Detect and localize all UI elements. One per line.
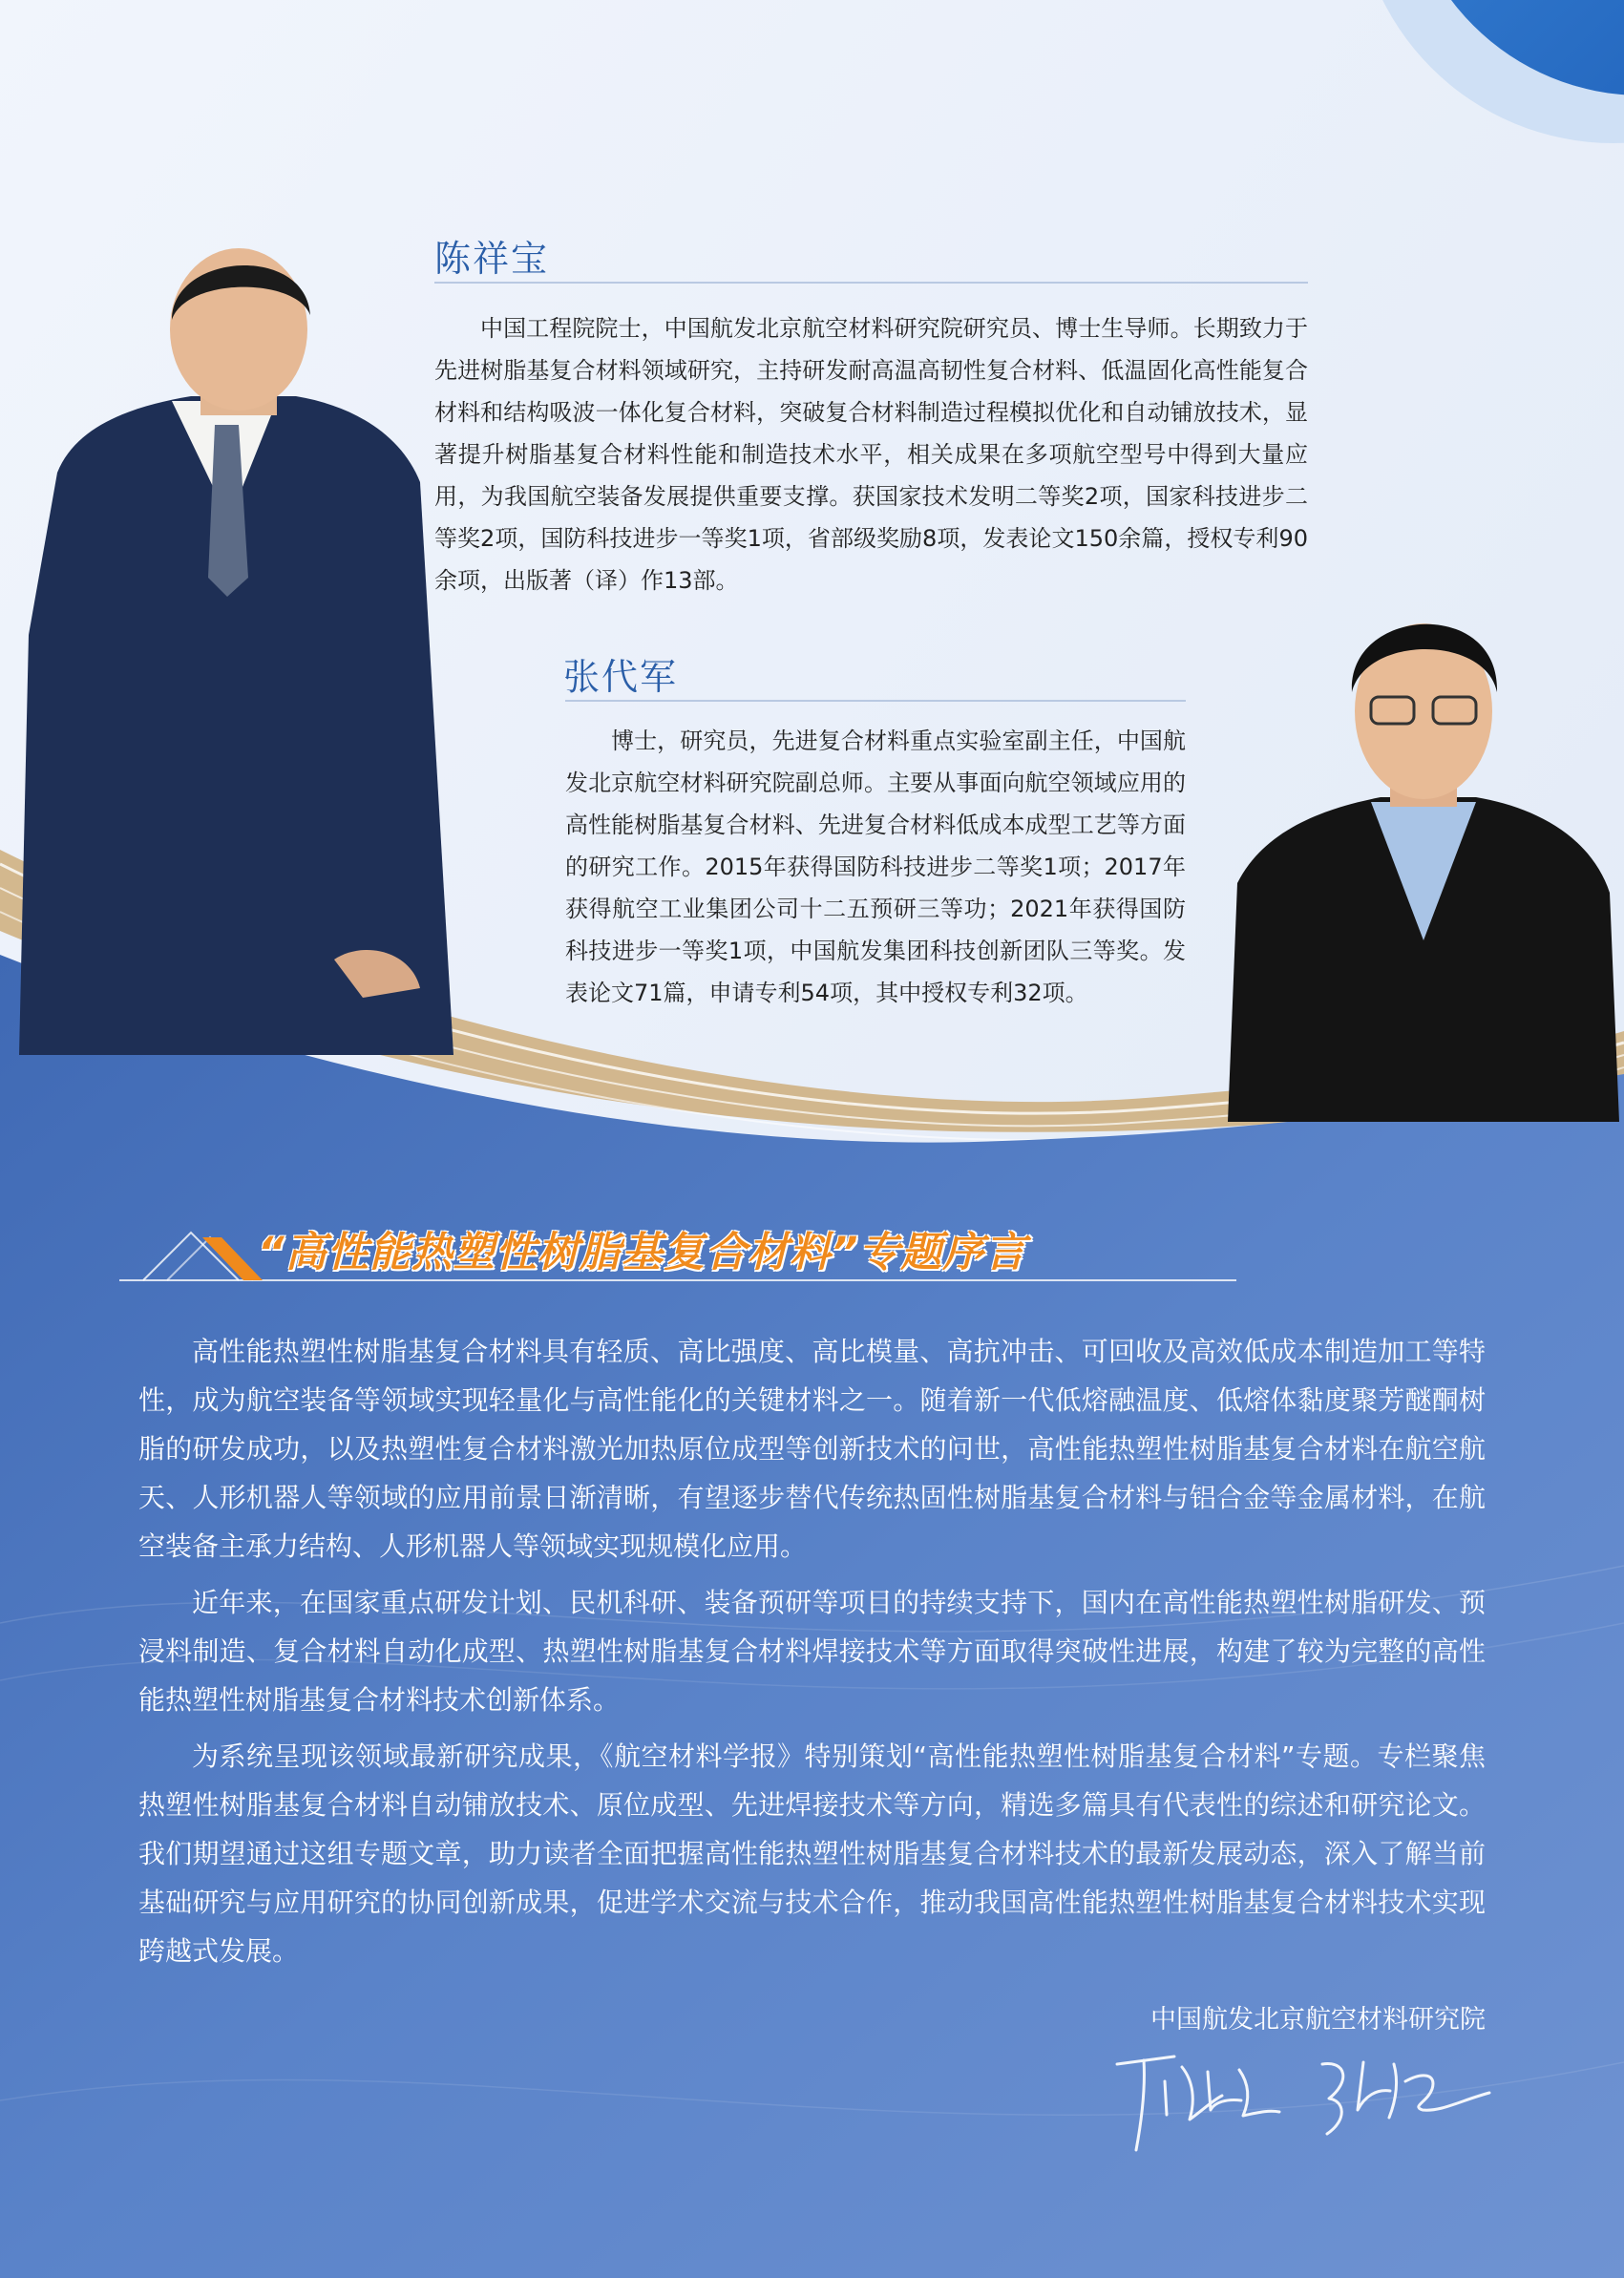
preface-paragraph: 为系统呈现该领域最新研究成果，《航空材料学报》特别策划“高性能热塑性树脂基复合材料”专题。专栏聚焦热塑性树脂基复合材料自动铺放技术、原位成型、先进焊接技术等方向，精选多篇具有代表性的综述和研究论文。我们期望通过这组专题文章，助力读者全面把握高性能热塑性树脂基复合材料技术的最新发展动态，深入了解当前基础研究与应用研究的协同创新成果，促进学术交流与技术合作，推动我国高性能热塑性树脂基复合材料技术实现跨越式发展。 xyxy=(138,1740,1486,1967)
portrait-chen-xiangbao xyxy=(19,234,458,1055)
name-divider xyxy=(434,282,1308,284)
portrait-zhang-daijun xyxy=(1228,578,1624,1122)
organization: 中国航发北京航空材料研究院 xyxy=(1150,2005,1486,2035)
preface-paragraph: 近年来，在国家重点研发计划、民机科研、装备预研等项目的持续支持下，国内在高性能热塑性树脂研发、预浸料制造、复合材料自动化成型、热塑性树脂基复合材料焊接技术等方面取得突破性进展，构建了较为完整的高性能热塑性树脂基复合材料技术创新体系。 xyxy=(138,1587,1486,1716)
handwritten-signature xyxy=(1107,2043,1499,2158)
preface-paragraph: 高性能热塑性树脂基复合材料具有轻质、高比强度、高比模量、高抗冲击、可回收及高效低成本制造加工等特性，成为航空装备等领域实现轻量化与高性能化的关键材料之一。随着新一代低熔融温度、低熔体黏度聚芳醚酮树脂的研发成功，以及热塑性复合材料激光加热原位成型等创新技术的问世，高性能热塑性树脂基复合材料在航空航天、人形机器人等领域的应用前景日渐清晰，有望逐步替代传统热固性树脂基复合材料与铝合金等金属材料，在航空装备主承力结构、人形机器人等领域实现规模化应用。 xyxy=(138,1336,1486,1562)
person-name-chen-xiangbao: 陈祥宝 xyxy=(434,238,550,280)
person-bio-chen-xiangbao: 中国工程院院士，中国航发北京航空材料研究院研究员、博士生导师。长期致力于先进树脂基复合材料领域研究，主持研发耐高温高韧性复合材料、低温固化高性能复合材料和结构吸波一体化复合材料，突破复合材料制造过程模拟优化和自动铺放技术，显著提升树脂基复合材料性能和制造技术水平，相关成果在多项航空型号中得到大量应用，为我国航空装备发展提供重要支撑。获国家技术发明二等奖2项，国家科技进步二等奖2项，国防科技进步一等奖1项，省部级奖励8项，发表论文150余篇，授权专利90余项，出版著（译）作13部。 xyxy=(434,315,1308,594)
person-bio-zhang-daijun: 博士，研究员，先进复合材料重点实验室副主任，中国航发北京航空材料研究院副总师。主要从事面向航空领域应用的高性能树脂基复合材料、先进复合材料低成本成型工艺等方面的研究工作。2015年获得国防科技进步二等奖1项；2017年获得航空工业集团公司十二五预研三等功；2021年获得国防科技进步一等奖1项，中国航发集团科技创新团队三等奖。发表论文71篇，申请专利54项，其中授权专利32项。 xyxy=(565,728,1186,1006)
person-name-zhang-daijun: 张代军 xyxy=(563,656,679,698)
preface-body xyxy=(138,1327,1486,1983)
section-title: “高性能热塑性树脂基复合材料”专题序言 xyxy=(258,1229,1027,1276)
name-divider xyxy=(565,700,1186,702)
